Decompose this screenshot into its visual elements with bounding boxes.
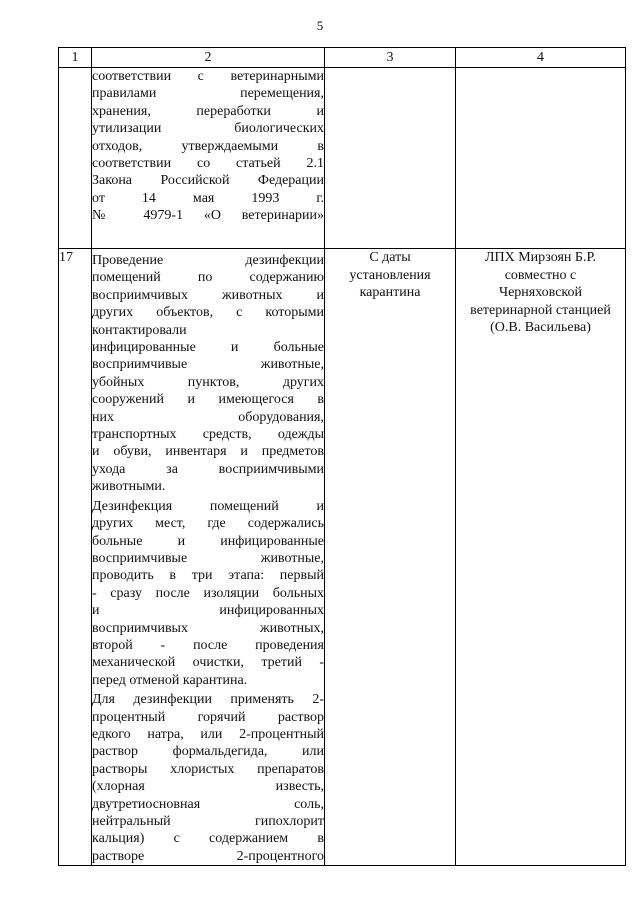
text-line: восприимчивых животных и [92, 287, 324, 303]
responsible-cell [456, 249, 626, 866]
column-header-1: 1 [59, 48, 92, 68]
text-line: хранения, переработки и [92, 103, 324, 119]
column-header-4: 4 [456, 48, 626, 68]
period-cell [325, 249, 456, 866]
text-line: помещений по содержанию [92, 270, 324, 286]
responsible-cell [456, 68, 626, 249]
text-line: восприимчивые животные, [92, 357, 324, 373]
text-line: совместно с [504, 267, 577, 283]
text-line: соответствии с ветеринарными [92, 69, 324, 84]
text-line: № 4979-1 «О ветеринарии» [92, 208, 324, 224]
responsible-text [456, 249, 625, 337]
text-line: восприимчивых животных, [92, 620, 324, 636]
text-line: процентный горячий раствор [92, 709, 324, 725]
description-paragraph-1 [92, 252, 324, 496]
text-line: Закона Российской Федерации [92, 173, 324, 189]
text-line: Дезинфекция помещений и [92, 498, 324, 514]
description-paragraph-3 [92, 691, 324, 865]
text-line: утилизации биологических [92, 121, 324, 137]
text-line: ветеринарной станцией [470, 302, 611, 318]
text-line: - сразу после изоляции больных [92, 585, 324, 601]
measure-description [92, 249, 325, 866]
period-text [325, 249, 455, 302]
text-line: ЛПХ Мирзоян Б.Р. [484, 250, 596, 265]
column-header-3: 3 [325, 48, 456, 68]
text-line: других объектов, с которыми [92, 305, 324, 321]
text-line: карантина [359, 285, 421, 300]
text-line: установления [349, 267, 431, 283]
text-line: контактировали [92, 322, 187, 338]
text-line: механической очистки, третий - [92, 655, 324, 671]
text-line: проводить в три этапа: первый [92, 568, 324, 584]
table-row [59, 68, 626, 249]
text-line: растворе 2-процентного [92, 848, 324, 864]
text-line: едкого натра, или 2-процентный [92, 726, 324, 742]
text-line: отходов, утверждаемыми в [92, 138, 324, 154]
text-line: убойных пунктов, других [92, 374, 324, 390]
text-line: Черняховской [498, 285, 583, 300]
text-line: и обуви, инвентаря и предметов [92, 444, 324, 460]
text-line: и инфицированных [92, 603, 324, 619]
text-line: больные и инфицированные [92, 533, 324, 549]
measures-table [58, 47, 626, 866]
text-line: второй - после проведения [92, 637, 324, 653]
text-line: растворы хлористых препаратов [92, 761, 324, 777]
row-number: 17 [59, 249, 92, 866]
text-line: (хлорная известь, [92, 779, 324, 795]
text-line: правилами перемещения, [92, 86, 324, 102]
row-number [59, 68, 92, 249]
text-line: животными. [92, 479, 166, 495]
table-row [59, 249, 626, 866]
description-lines [92, 68, 324, 225]
text-line: соответствии со статьей 2.1 [92, 156, 324, 172]
text-line: восприимчивые животные, [92, 550, 324, 566]
text-line: ухода за восприимчивыми [92, 461, 324, 477]
text-line: сооружений и имеющегося в [92, 392, 324, 408]
text-line: двутретиосновная соль, [92, 796, 324, 812]
text-line: Для дезинфекции применять 2- [92, 692, 324, 708]
measure-description [92, 68, 325, 249]
text-line: перед отменой карантина. [92, 672, 248, 688]
text-line: кальция) с содержанием в [92, 831, 324, 847]
text-line: Проведение дезинфекции [92, 253, 324, 268]
text-line: нейтральный гипохлорит [92, 814, 324, 829]
text-line: (О.В. Васильева) [490, 320, 591, 335]
text-line: них оборудования, [92, 409, 324, 425]
text-line: С даты [369, 250, 411, 265]
text-line: от 14 мая 1993 г. [92, 190, 324, 206]
page-number: 5 [316, 18, 324, 33]
period-cell [325, 68, 456, 249]
table-header-row [59, 48, 626, 68]
column-header-2: 2 [92, 48, 325, 68]
text-line: раствор формальдегида, или [92, 744, 324, 760]
text-line: инфицированные и больные [92, 340, 324, 356]
description-paragraph-2 [92, 498, 324, 689]
text-line: транспортных средств, одежды [92, 427, 324, 443]
text-line: других мест, где содержались [92, 516, 324, 532]
